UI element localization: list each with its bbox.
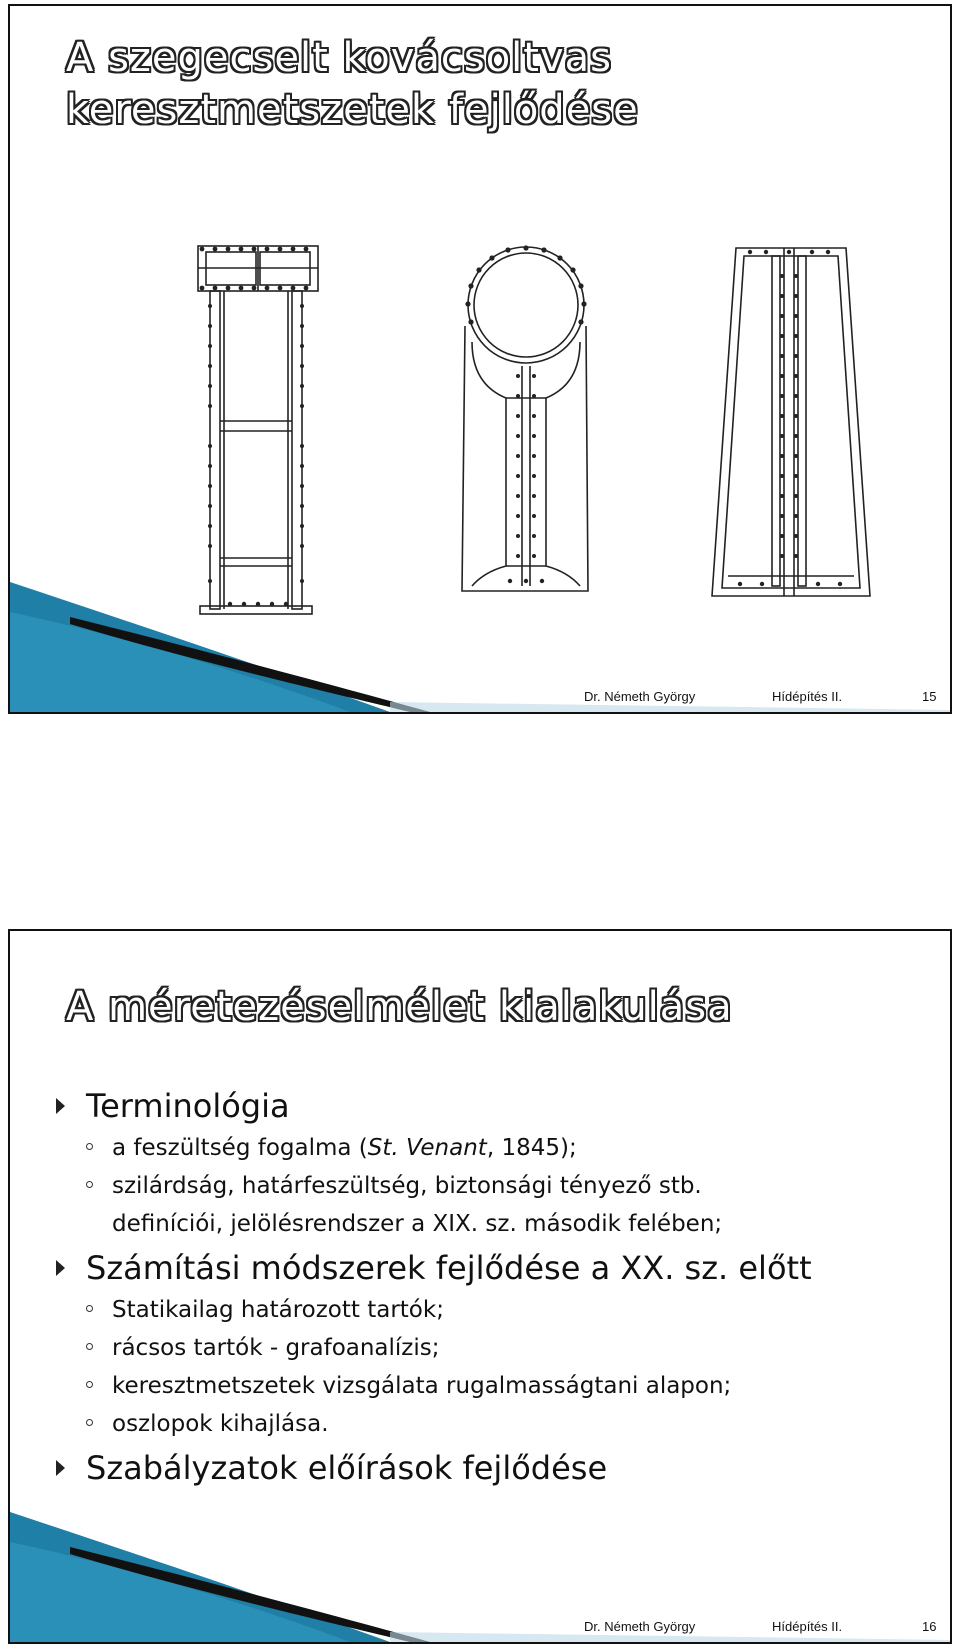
trapezoid-section-drawing [712, 248, 870, 596]
footer-page-number: 16 [922, 1619, 937, 1634]
sub-bullet: a feszültség fogalma (St. Venant, 1845); [50, 1129, 940, 1167]
sub-bullet: oszlopok kihajlása. [50, 1405, 940, 1443]
triangle-bullet-icon [56, 1098, 65, 1114]
sub-bullet: rácsos tartók - grafoanalízis; [50, 1329, 940, 1367]
circle-bullet-icon [86, 1381, 93, 1388]
bullet-list [50, 1081, 940, 1491]
circle-bullet-icon [86, 1143, 93, 1150]
sub-bullet: keresztmetszetek vizsgálata rugalmasságtani alapon; [50, 1367, 940, 1405]
footer-page-number: 15 [922, 689, 937, 704]
slide-title-line-2: keresztmetszetek fejlődése [66, 87, 639, 133]
bullet-calculation-methods: Számítási módszerek fejlődése a XX. sz. előtt [50, 1245, 940, 1291]
slide-16 [8, 929, 952, 1644]
box-section-drawing [198, 246, 318, 614]
bullet-terminology: Terminológia [50, 1083, 940, 1129]
slide-15 [8, 4, 952, 714]
bullet-regulations: Szabályzatok előírások fejlődése [50, 1445, 940, 1491]
sub-bullet: szilárdság, határfeszültség, biztonsági tényező stb. definíciói, jelölésrendszer a XIX. sz. második felében; [50, 1167, 940, 1243]
sub-bullet: Statikailag határozott tartók; [50, 1291, 940, 1329]
slide-title-line-1: A szegecselt kovácsoltvas [66, 35, 612, 81]
footer-course: Hídépítés II. [772, 1619, 843, 1634]
slide-title: A méretezéselmélet kialakulása [66, 984, 733, 1030]
triangle-bullet-icon [56, 1260, 65, 1276]
triangle-bullet-icon [56, 1460, 65, 1476]
circular-section-drawing [462, 247, 588, 591]
circle-bullet-icon [86, 1305, 93, 1312]
footer-author: Dr. Németh György [584, 689, 696, 704]
circle-bullet-icon [86, 1343, 93, 1350]
footer-author: Dr. Németh György [584, 1619, 696, 1634]
circle-bullet-icon [86, 1419, 93, 1426]
footer-course: Hídépítés II. [772, 689, 843, 704]
circle-bullet-icon [86, 1181, 93, 1188]
